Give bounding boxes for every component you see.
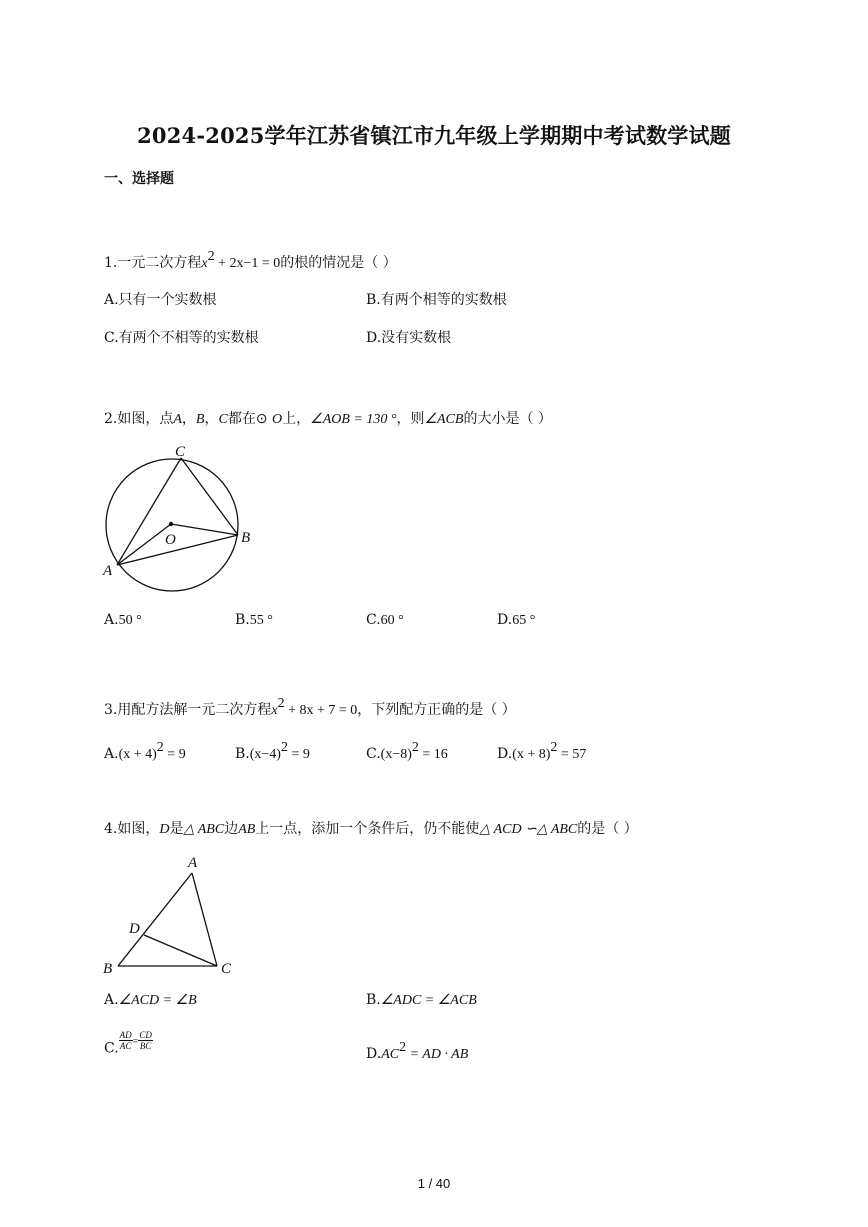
q2-angle-given: ∠AOB = 130 ° [310, 412, 397, 427]
page-title: 2024-2025学年江苏省镇江市九年级上学期期中考试数学试题 [137, 123, 731, 148]
q4-text-1: 4.如图， [104, 821, 160, 837]
q1-option-c: C.有两个不相等的实数根 [104, 330, 259, 346]
q3-suffix: ，下列配方正确的是（ ） [357, 702, 516, 718]
q1-eq-sup: 2 [207, 249, 215, 264]
q2-option-a-value: 50 ° [118, 613, 142, 628]
question-2-stem [104, 408, 552, 428]
q2-text-3: 上， [282, 411, 311, 427]
q2-option-a-label: A. [104, 612, 119, 628]
q3-option-b-label: B. [235, 746, 250, 762]
q2-option-d [497, 612, 535, 629]
q4-triangle-abc: △ ABC [183, 822, 225, 837]
q2-label-o: O [165, 532, 176, 548]
q2-text-4: ，则 [396, 411, 425, 427]
section-heading: 一、选择题 [104, 171, 174, 187]
q4-point-d: D [159, 822, 170, 837]
q3-prefix: 3.用配方法解一元二次方程 [104, 702, 272, 718]
q2-option-b [235, 612, 273, 629]
q4-option-d-rest: = AD · AB [406, 1047, 469, 1062]
q2-option-a [104, 612, 142, 629]
q1-option-b: B.有两个相等的实数根 [366, 292, 507, 308]
q3-eq-rest: + 8x + 7 = 0 [284, 703, 358, 718]
q1-eq-x: x [201, 256, 208, 271]
q3-option-b-base: (x−4) [249, 747, 281, 762]
q2-option-b-value: 55 ° [249, 613, 273, 628]
q4-option-c-num-2: CD [139, 1030, 152, 1040]
q3-option-c-base: (x−8) [380, 747, 412, 762]
q4-similarity: △ ACD ∽△ ABC [479, 822, 578, 837]
q4-option-c-label: C. [104, 1040, 119, 1057]
q3-option-c-rest: = 16 [418, 747, 448, 762]
q1-prefix: 1.一元二次方程 [104, 255, 202, 271]
q4-option-c-den-2: BC [139, 1041, 152, 1051]
q2-center-dot [169, 522, 173, 526]
q2-label-b: B [241, 530, 251, 546]
q4-option-c-num-1: AD [119, 1030, 132, 1040]
q2-point-a: A [173, 412, 182, 427]
q2-point-c: C [218, 412, 228, 427]
q2-option-c-value: 60 ° [380, 613, 404, 628]
q4-side-ab: AB [238, 822, 256, 837]
page-number: 1 / 40 [417, 1176, 451, 1191]
q3-option-d-base: (x + 8) [512, 747, 551, 762]
q2-option-c-label: C. [366, 612, 381, 628]
q2-segment-ob [171, 524, 238, 535]
q4-text-4: 上一点，添加一个条件后，仍不能使 [255, 821, 480, 837]
q4-text-2: 是 [169, 821, 184, 837]
q4-label-b: B [103, 961, 113, 977]
q4-label-a: A [188, 855, 198, 871]
q4-option-b-label: B. [366, 992, 381, 1008]
q1-eq-rest: + 2x−1 = 0 [214, 256, 281, 271]
q3-option-a-base: (x + 4) [118, 747, 157, 762]
q3-option-c-sup: 2 [411, 740, 419, 755]
q4-option-c-den-1: AC [119, 1041, 132, 1051]
q2-angle-asked: ∠ACB [424, 412, 464, 427]
q3-option-d-label: D. [497, 746, 513, 762]
q4-option-c [104, 1030, 153, 1057]
q2-text-1: 2.如图，点 [104, 411, 174, 427]
q3-option-d-sup: 2 [550, 740, 558, 755]
q4-segment-ac [192, 873, 217, 966]
question-3-stem [104, 696, 516, 719]
q4-option-a [104, 992, 197, 1009]
q3-option-c-label: C. [366, 746, 381, 762]
q4-segment-ab [118, 873, 192, 966]
q2-label-c: C [175, 444, 186, 460]
q1-option-d: D.没有实数根 [366, 330, 452, 346]
q2-segment-ca [117, 458, 181, 565]
q2-option-d-value: 65 ° [512, 613, 536, 628]
q2-point-b: B [195, 412, 205, 427]
q4-option-d-sup: 2 [399, 1040, 407, 1055]
q2-option-c [366, 612, 404, 629]
q3-option-a-label: A. [104, 746, 119, 762]
q4-option-d-label: D. [366, 1046, 382, 1062]
q3-option-d-rest: = 57 [557, 747, 587, 762]
q2-sep-2: ， [204, 411, 219, 427]
q3-option-a-rest: = 9 [163, 747, 186, 762]
q1-option-a: A.只有一个实数根 [104, 292, 217, 308]
q3-option-a-sup: 2 [156, 740, 164, 755]
q2-option-b-label: B. [235, 612, 250, 628]
q2-text-5: 的大小是（ ） [463, 411, 552, 427]
q2-point-o: O [272, 412, 283, 427]
question-4-stem [104, 818, 638, 838]
q4-option-b [366, 992, 477, 1009]
q4-option-a-label: A. [104, 992, 119, 1008]
q2-text-2: 都在 [227, 411, 256, 427]
q4-option-c-equals: = [132, 1036, 139, 1048]
q4-option-c-fraction-1 [119, 1030, 133, 1051]
q4-triangle-figure [98, 848, 248, 978]
q3-option-b-sup: 2 [280, 740, 288, 755]
q4-option-d [366, 1040, 468, 1063]
q3-option-a [104, 740, 186, 763]
q2-sep-1: ， [181, 411, 196, 427]
q2-circle-symbol: ⊙ [255, 412, 268, 427]
q3-eq-x: x [271, 703, 278, 718]
q2-circle-figure [98, 436, 268, 606]
q4-text-3: 边 [224, 821, 239, 837]
q4-label-d: D [129, 921, 140, 937]
q4-option-a-value: ∠ACD = ∠B [118, 993, 197, 1008]
q4-label-c: C [221, 961, 232, 977]
q2-option-d-label: D. [497, 612, 513, 628]
q3-option-b [235, 740, 310, 763]
q1-suffix: 的根的情况是（ ） [280, 255, 397, 271]
q4-text-5: 的是（ ） [577, 821, 638, 837]
question-1-stem [104, 249, 397, 272]
q4-option-c-fraction-2 [138, 1030, 153, 1051]
q3-option-d [497, 740, 586, 763]
q4-option-b-value: ∠ADC = ∠ACB [380, 993, 477, 1008]
q3-eq-sup: 2 [277, 696, 285, 711]
q3-option-c [366, 740, 448, 763]
q4-segment-dc [144, 935, 217, 966]
q2-segment-cb [181, 458, 238, 535]
q2-segment-ab [117, 535, 238, 565]
q3-option-b-rest: = 9 [287, 747, 310, 762]
q4-option-d-base: AC [381, 1047, 400, 1062]
q2-label-a: A [103, 563, 113, 579]
